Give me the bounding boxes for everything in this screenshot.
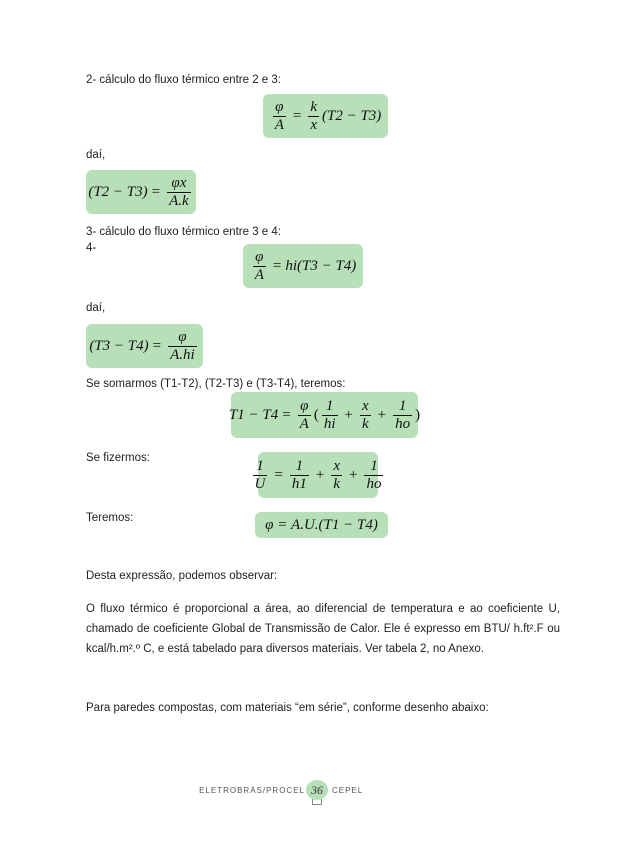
observar-text: Desta expressão, podemos observar: [86, 570, 278, 582]
formula-flux-2-3: $\frac{\varphi}{A}$ = $\frac{k}{x}$ (T2 − T3) [263, 94, 388, 138]
formula-final: φ = A.U.(T1 − T4) [255, 512, 388, 538]
formula-sum: T1 − T4 = $\frac{\varphi}{A}$ ( $\frac{1}{hi}$ + $\frac{x}{k}$ + $\frac{1}{ho}$ ) [231, 392, 418, 438]
formula-u-definition: $\frac{1}{U}$ = $\frac{1}{h1}$ + $\frac{x}{k}$ + $\frac{1}{ho}$ [258, 452, 378, 498]
footer-cepel: CEPEL [332, 786, 364, 795]
dai-text-2: daí, [86, 302, 106, 314]
step4-text: 4- [86, 242, 97, 254]
step3-text: 3- cálculo do fluxo térmico entre 3 e 4: [86, 226, 281, 238]
fizermos-text: Se fizermos: [86, 452, 150, 464]
page-footer [0, 778, 638, 804]
paragraph-coefficient: O fluxo térmico é proporcional a área, ao diferencial de temperatura e ao coeficiente U, chamado de coeficiente Global de Transmissão de Calor. Ele é expresso em BTU/ h.ft².F ou kcal/h.m².º C, e está tabelado para diversos materiais. Ver tabela 2, no Anexo. [86, 603, 560, 655]
paragraph-composite-walls: Para paredes compostas, com materiais “em série”, conforme desenho abaixo: [86, 702, 489, 714]
somarmos-text: Se somarmos (T1-T2), (T2-T3) e (T3-T4), teremos: [86, 378, 346, 390]
step2-text: 2- cálculo do fluxo térmico entre 2 e 3: [86, 74, 281, 86]
page-number: 36 [306, 780, 328, 800]
footer-publisher: ELETROBRÁS/PROCEL [199, 786, 305, 795]
lightbulb-icon [312, 799, 322, 805]
dai-text-1: daí, [86, 149, 106, 161]
teremos-text: Teremos: [86, 512, 134, 524]
formula-t3-t4: (T3 − T4) = $\frac{\varphi}{A.hi}$ [86, 324, 203, 368]
formula-flux-3-4: $\frac{\varphi}{A}$ = hi(T3 − T4) [243, 244, 363, 288]
formula-t2-t3: (T2 − T3) = $\frac{\varphi x}{A.k}$ [86, 170, 196, 214]
